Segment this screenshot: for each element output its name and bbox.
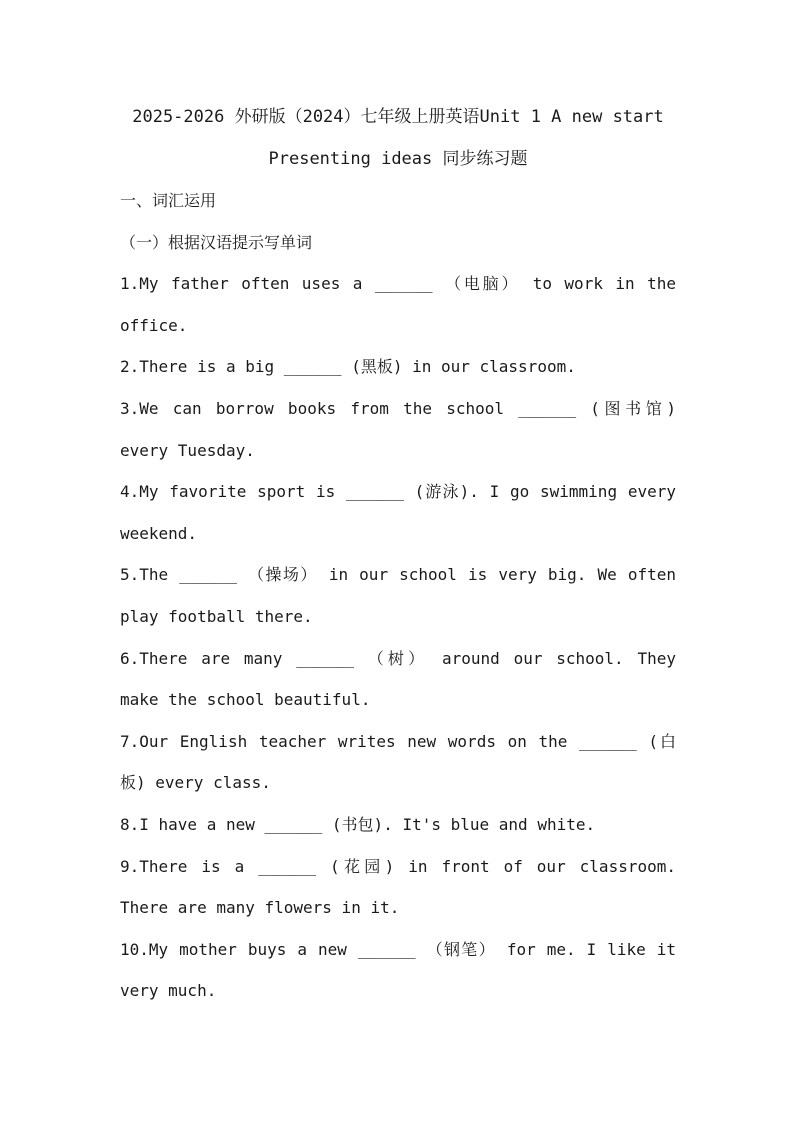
document-title-line-2: Presenting ideas 同步练习题 [268,149,528,169]
subsection-heading: （一）根据汉语提示写单词 [120,232,313,252]
question-7: 7.Our English teacher writes new words on the ______ (白板) every class. [120,731,676,793]
question-6: 6.There are many ______ （树） around our school. They make the school beautiful. [120,648,676,710]
question-5: 5.The ______ （操场） in our school is very big. We often play football there. [120,565,676,626]
question-9: 9.There is a ______ (花园) in front of our classroom. There are many flowers in it. [120,856,676,918]
question-3: 3.We can borrow books from the school ______ (图书馆) every Tuesday. [120,398,676,460]
worksheet-page [120,96,676,1012]
document-title-line-1: 2025-2026 外研版（2024）七年级上册英语Unit 1 A new start [132,107,664,127]
question-4: 4.My favorite sport is ______ (游泳). I go swimming every weekend. [120,482,676,543]
question-10: 10.My mother buys a new ______ （钢笔） for me. I like it very much. [120,939,676,1001]
question-2: 2.There is a big ______ (黑板) in our classroom. [120,357,576,377]
question-8: 8.I have a new ______ (书包). It's blue and white. [120,814,596,834]
question-1: 1.My father often uses a ______ （电脑） to work in the office. [120,274,676,335]
section-heading: 一、词汇运用 [120,191,217,210]
